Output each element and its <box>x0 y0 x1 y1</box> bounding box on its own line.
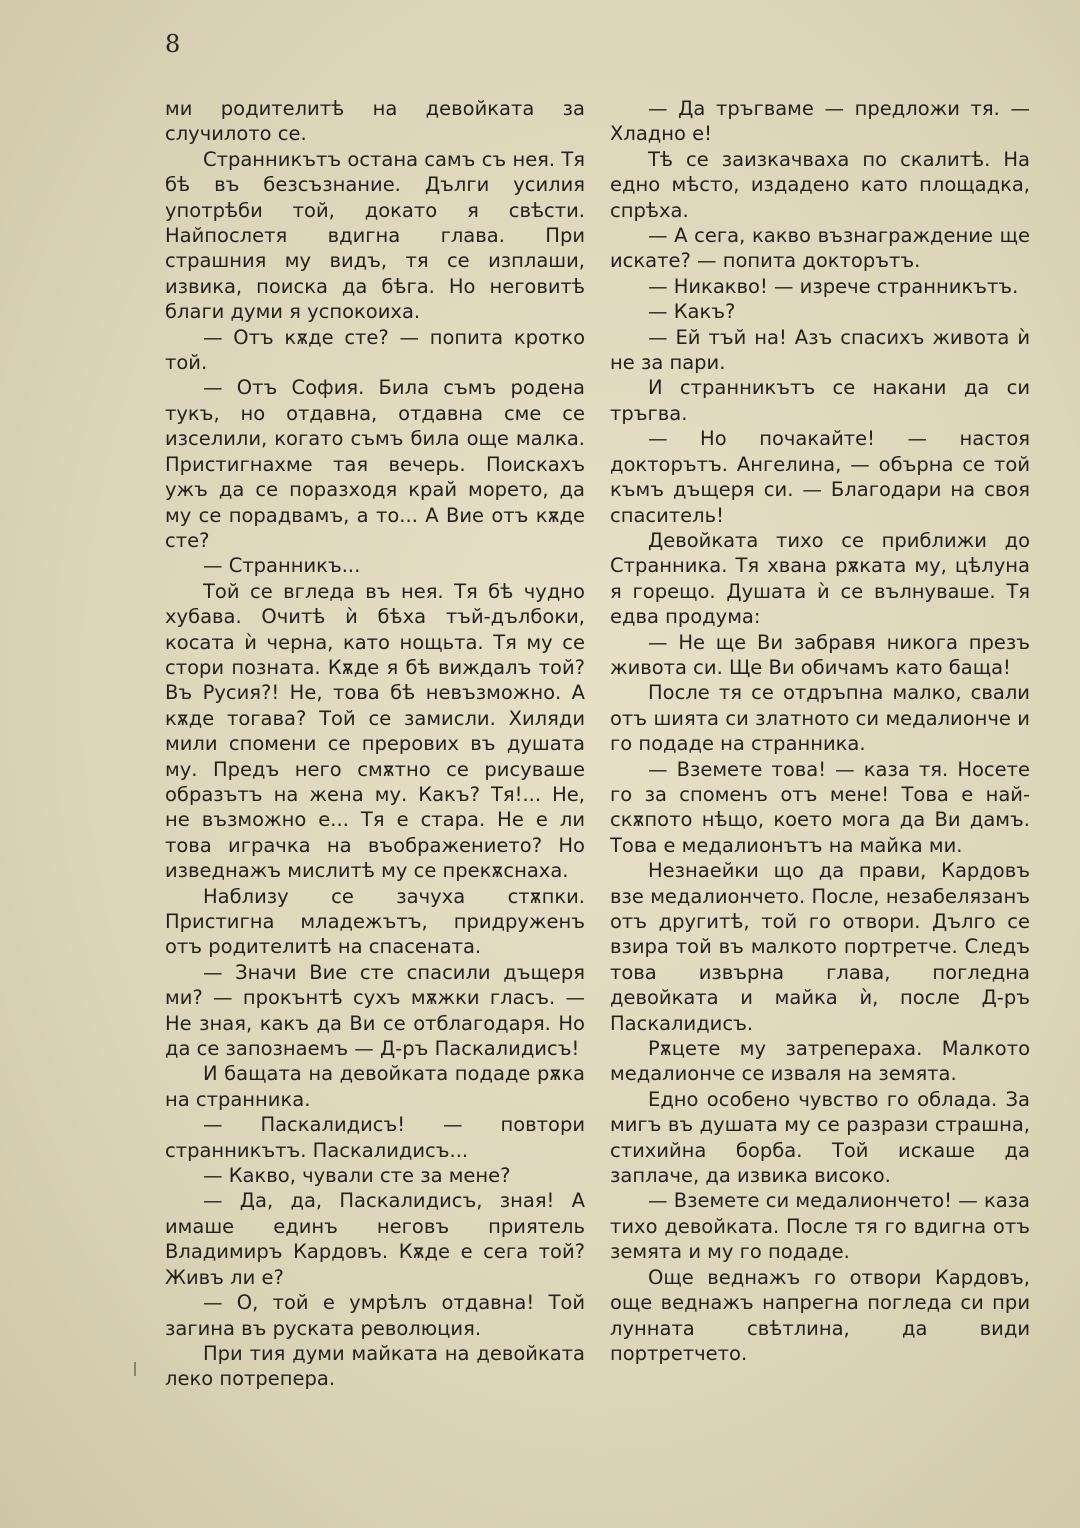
paragraph: — А сега, какво възнаграждение ще искате? — попита докторътъ. <box>610 224 1030 273</box>
paragraph: Още веднажъ го отвори Кардовъ, още веднажъ напрегна погледа си при лунната свѣтлина, да види портретчето. <box>610 1265 1030 1365</box>
paragraph: Наблизу се зачуха стѫпки. Пристигна младежътъ, придруженъ отъ родителитѣ на спасената. <box>165 884 585 959</box>
paragraph: — Какво, чували сте за мене? <box>203 1164 511 1188</box>
paragraph: — Никакво! — изрече странникътъ. <box>648 274 1019 298</box>
paragraph: — О, той е умрѣлъ отдавна! Той загина въ руската революция. <box>165 1291 585 1340</box>
paragraph: — Отъ София. Била съмъ родена тукъ, но отдавна, отдавна сме се изселили, когато съмъ била още малка. Пристигнахме тая вечерь. Поискахъ ужъ да се поразходя край морето, да му се порадвамъ, а то... А Вие отъ кѫде сте? <box>165 376 585 552</box>
paragraph: — Вземете това! — каза тя. Носете го за споменъ отъ мене! Това е най-скѫпото нѣщо, което мога да Ви дамъ. Това е медалионътъ на майка ми. <box>610 757 1030 857</box>
paragraph: Девойката тихо се приближи до Странника. Тя хвана рѫката му, цѣлуна я горещо. Душата ѝ се вълнуваше. Тя едва продума: <box>610 528 1030 629</box>
paragraph: И странникътъ се накани да си тръгва. <box>610 376 1030 425</box>
paragraph: — Да тръгваме — предложи тя. — Хладно е! <box>610 97 1030 146</box>
paragraph: — Отъ кѫде сте? — попита кротко той. <box>165 325 585 375</box>
paragraph: Незнаейки що да прави, Кардовъ взе медалиончето. После, незабелязанъ отъ другитѣ, той го отвори. Дълго се взира той въ малкото портретче. Следъ това извърна глава, погледна девойката и майка ѝ, после Д-ръ Паскалидисъ. <box>610 859 1030 1035</box>
paragraph: Едно особено чувство го облада. За мигъ въ душата му се разрази страшна, стихийна борба. Той искаше да заплаче, да извика високо. <box>610 1087 1030 1188</box>
paragraph: — Вземете си медалиончето! — каза тихо девойката. После тя го вдигна отъ земята и му го подаде. <box>610 1189 1030 1264</box>
paragraph: — Ей тъй на! Азъ спасихъ живота ѝ не за пари. <box>610 325 1030 375</box>
paragraph: — Странникъ... <box>203 554 361 578</box>
paragraph: Той се вгледа въ нея. Тя бѣ чудно хубава. Очитѣ ѝ бѣха тъй-дълбоки, косата ѝ черна, като нощьта. Тя му се стори позната. Кѫде я бѣ виждалъ той? Въ Русия?! Не, това бѣ невъзможно. А кѫде тогава? Той се замисли. Хиляди мили спомени се прерових въ душата му. Предъ него смѫтно се рисуваше образътъ на жена му. Какъ? Тя!... Не, не възможно е... Тя е стара. Не е ли това играчка на въображението? Но изведнажъ мислитѣ му се прекѫснаха. <box>165 579 585 883</box>
right-column <box>610 96 1030 1366</box>
paragraph: — Паскалидисъ! — повтори странникътъ. Паскалидисъ... <box>165 1113 585 1162</box>
paragraph: После тя се отдръпна малко, свали отъ шията си златното си медалионче и го подаде на странника. <box>610 681 1030 756</box>
paragraph: — Да, да, Паскалидисъ, зная! А имаше единъ неговъ приятель Владимиръ Кардовъ. Кѫде е сега той? Живъ ли е? <box>165 1189 585 1289</box>
paragraph: — Какъ? <box>648 300 736 324</box>
paragraph: — Не ще Ви забравя никога презъ живота си. Ще Ви обичамъ като баща! <box>610 630 1030 679</box>
margin-mark <box>134 1362 136 1376</box>
paragraph: ми родителитѣ на девойката за случилото се. <box>165 97 585 146</box>
paragraph: Рѫцете му затрепераха. Малкото медалионче се изваля на земята. <box>610 1037 1030 1086</box>
left-column <box>165 96 585 1392</box>
page-number: 8 <box>165 30 181 58</box>
paragraph: Тѣ се заизкачваха по скалитѣ. На едно мѣсто, издадено като площадка, спрѣха. <box>610 147 1030 222</box>
paragraph: — Но почакайте! — настоя докторътъ. Ангелина, — обърна се той къмъ дъщеря си. — Благодари на своя спаситель! <box>610 427 1030 527</box>
paragraph: При тия думи майката на девойката леко потрепера. <box>165 1341 585 1391</box>
paragraph: И бащата на девойката подаде рѫка на странника. <box>165 1062 585 1111</box>
paragraph: Странникътъ остана самъ съ нея. Тя бѣ въ безсъзнание. Дълги усилия употрѣби той, докато я свѣсти. Найпослетя вдигна глава. При страшния му видъ, тя се изплаши, извика, поиска да бѣга. Но неговитѣ благи думи я успокоиха. <box>165 147 585 324</box>
paragraph: — Значи Вие сте спасили дъщеря ми? — прокънтѣ сухъ мѫжки гласъ. — Не зная, какъ да Ви се отблагодаря. Но да се запознаемъ — Д-ръ Паскалидисъ! <box>165 960 585 1061</box>
